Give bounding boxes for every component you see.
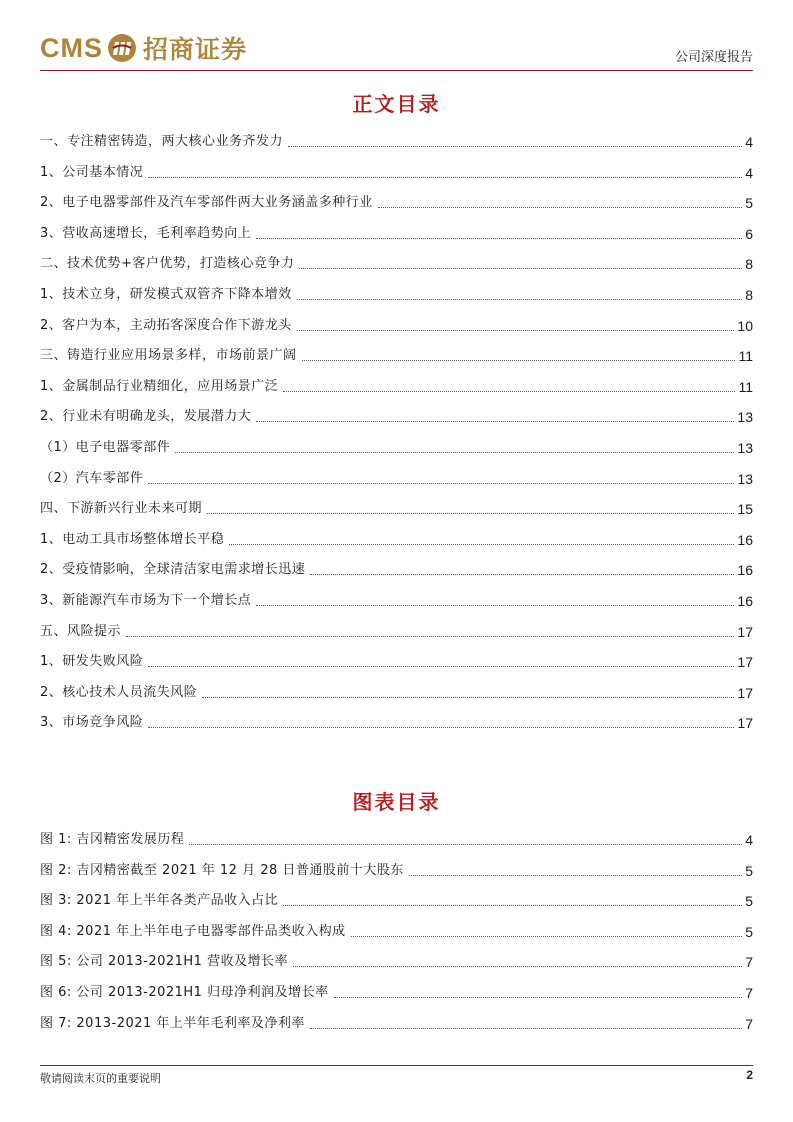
header-divider: [40, 70, 753, 71]
figure-entry-page: 5: [745, 893, 753, 910]
figure-entry-label: 图 1: 吉冈精密发展历程: [40, 832, 185, 847]
toc-entry-page: 16: [737, 562, 753, 579]
toc-entry-page: 8: [745, 286, 753, 303]
toc-entry-page: 10: [737, 317, 753, 334]
toc-entry[interactable]: [40, 220, 753, 251]
toc-entry-page: 16: [737, 531, 753, 548]
figure-entry[interactable]: [40, 826, 753, 857]
toc-entry-page: 11: [738, 378, 753, 395]
toc-entry-page: 15: [737, 501, 753, 518]
figure-entry-label: 图 7: 2013-2021 年上半年毛利率及净利率: [40, 1015, 305, 1031]
dot-leader: [302, 360, 736, 361]
toc-entry[interactable]: [40, 312, 753, 343]
toc-entry-page: 13: [737, 409, 753, 426]
dot-leader: [229, 544, 734, 545]
footer-note: 敬请阅读末页的重要说明: [40, 1072, 161, 1085]
dot-leader: [148, 483, 734, 484]
toc-entry[interactable]: [40, 403, 753, 434]
dot-leader: [283, 391, 735, 392]
dot-leader: [297, 299, 742, 300]
dot-leader: [297, 330, 735, 331]
figure-list-title: 图表目录: [352, 790, 441, 814]
toc-entry-page: 5: [745, 195, 753, 212]
page-number: 2: [746, 1068, 753, 1082]
toc-entry-page: 17: [737, 715, 753, 732]
toc-entry-page: 17: [737, 684, 753, 701]
toc-entry[interactable]: [40, 189, 753, 220]
dot-leader: [299, 268, 742, 269]
toc-entry[interactable]: [40, 159, 753, 190]
toc-entry-label: 1、电动工具市场整体增长平稳: [40, 531, 225, 547]
toc-entry-page: 11: [738, 348, 753, 365]
toc-entry[interactable]: [40, 495, 753, 526]
figure-entry-label: 图 3: 2021 年上半年各类产品收入占比: [40, 893, 279, 909]
report-type: 公司深度报告: [674, 50, 753, 65]
toc-entry-label: 一、专注精密铸造，两大核心业务齐发力: [40, 134, 284, 149]
figure-entry-label: 图 5: 公司 2013-2021H1 营收及增长率: [40, 954, 289, 970]
toc-entry[interactable]: [40, 250, 753, 281]
toc-entry-label: 2、核心技术人员流失风险: [40, 684, 198, 700]
dot-leader: [378, 207, 742, 208]
footer-divider: [40, 1065, 753, 1066]
toc-entry-label: 2、受疫情影响，全球清洁家电需求增长迅速: [40, 562, 306, 578]
dot-leader: [148, 666, 734, 667]
figure-entry-page: 5: [745, 923, 753, 940]
figure-entry-label: 图 2: 吉冈精密截至 2021 年 12 月 28 日普通股前十大股东: [40, 862, 404, 878]
toc-entry-label: 二、技术优势+客户优势，打造核心竞争力: [40, 256, 295, 272]
toc-entry-page: 13: [737, 439, 753, 456]
figure-entry-page: 4: [745, 832, 753, 848]
dot-leader: [283, 905, 742, 906]
toc-entry[interactable]: [40, 679, 753, 710]
dot-leader: [288, 146, 742, 147]
toc-entry-label: 四、下游新兴行业未来可期: [40, 501, 203, 517]
toc-entry-label: 1、金属制品行业精细化，应用场景广泛: [40, 378, 279, 394]
toc-entry[interactable]: [40, 618, 753, 649]
dot-leader: [202, 697, 734, 698]
toc-entry-page: 13: [737, 470, 753, 487]
toc-entry-label: 1、公司基本情况: [40, 164, 144, 180]
logo-mark-icon: [107, 33, 137, 63]
toc-entry-label: 三、铸造行业应用场景多样，市场前景广阔: [40, 348, 297, 364]
figure-entry-page: 7: [745, 1015, 753, 1032]
toc-entry-page: 16: [737, 592, 753, 609]
toc-entry-label: 3、市场竞争风险: [40, 715, 144, 731]
toc-list: [40, 128, 753, 740]
dot-leader: [207, 513, 734, 514]
toc-title: 正文目录: [352, 92, 441, 116]
dot-leader: [409, 875, 742, 876]
toc-entry-label: 3、营收高速增长，毛利率趋势向上: [40, 225, 252, 241]
figure-list: [40, 826, 753, 1040]
toc-entry[interactable]: [40, 648, 753, 679]
toc-entry-label: 2、行业未有明确龙头，发展潜力大: [40, 409, 252, 425]
toc-entry-label: 2、客户为本，主动拓客深度合作下游龙头: [40, 317, 292, 333]
toc-entry[interactable]: [40, 373, 753, 404]
toc-entry[interactable]: [40, 465, 753, 496]
figure-entry-label: 图 4: 2021 年上半年电子电器零部件品类收入构成: [40, 923, 346, 939]
toc-entry[interactable]: [40, 434, 753, 465]
figure-entry[interactable]: [40, 948, 753, 979]
toc-entry-page: 6: [745, 225, 753, 242]
toc-entry[interactable]: [40, 587, 753, 618]
toc-entry-page: 8: [745, 256, 753, 273]
toc-entry-label: 2、电子电器零部件及汽车零部件两大业务涵盖多种行业: [40, 195, 373, 211]
dot-leader: [334, 997, 743, 998]
company-logo: [40, 28, 247, 68]
toc-entry-page: 4: [745, 134, 753, 150]
figure-entry[interactable]: [40, 918, 753, 949]
toc-entry[interactable]: [40, 281, 753, 312]
toc-entry-page: 4: [745, 164, 753, 181]
dot-leader: [126, 636, 734, 637]
figure-entry[interactable]: [40, 1010, 753, 1041]
toc-entry[interactable]: [40, 526, 753, 557]
dot-leader: [310, 574, 734, 575]
dot-leader: [256, 421, 734, 422]
dot-leader: [256, 605, 734, 606]
figure-entry[interactable]: [40, 887, 753, 918]
logo-en-text: CMS: [40, 32, 103, 63]
dot-leader: [175, 452, 734, 453]
toc-entry-label: 3、新能源汽车市场为下一个增长点: [40, 592, 252, 608]
dot-leader: [310, 1028, 742, 1029]
toc-entry-label: 1、研发失败风险: [40, 654, 144, 670]
page-header: [40, 28, 753, 72]
toc-entry-label: 1、技术立身，研发模式双管齐下降本增效: [40, 286, 292, 302]
dot-leader: [351, 936, 743, 937]
figure-entry-page: 5: [745, 862, 753, 879]
toc-entry[interactable]: [40, 556, 753, 587]
figure-entry-page: 7: [745, 954, 753, 971]
toc-entry-label: （1）电子电器零部件: [40, 439, 171, 455]
figure-entry[interactable]: [40, 857, 753, 888]
dot-leader: [148, 727, 734, 728]
toc-entry[interactable]: [40, 128, 753, 159]
toc-entry[interactable]: [40, 342, 753, 373]
dot-leader: [148, 177, 742, 178]
figure-entry-page: 7: [745, 984, 753, 1001]
figure-entry-label: 图 6: 公司 2013-2021H1 归母净利润及增长率: [40, 984, 329, 1000]
logo-cn-text: 招商证券: [143, 35, 248, 64]
dot-leader: [189, 844, 742, 845]
dot-leader: [293, 966, 742, 967]
toc-entry-label: （2）汽车零部件: [40, 470, 144, 486]
dot-leader: [256, 238, 742, 239]
figure-entry[interactable]: [40, 979, 753, 1010]
toc-entry-label: 五、风险提示: [40, 623, 122, 639]
toc-entry[interactable]: [40, 709, 753, 740]
toc-entry-page: 17: [737, 654, 753, 671]
toc-entry-page: 17: [737, 623, 753, 640]
